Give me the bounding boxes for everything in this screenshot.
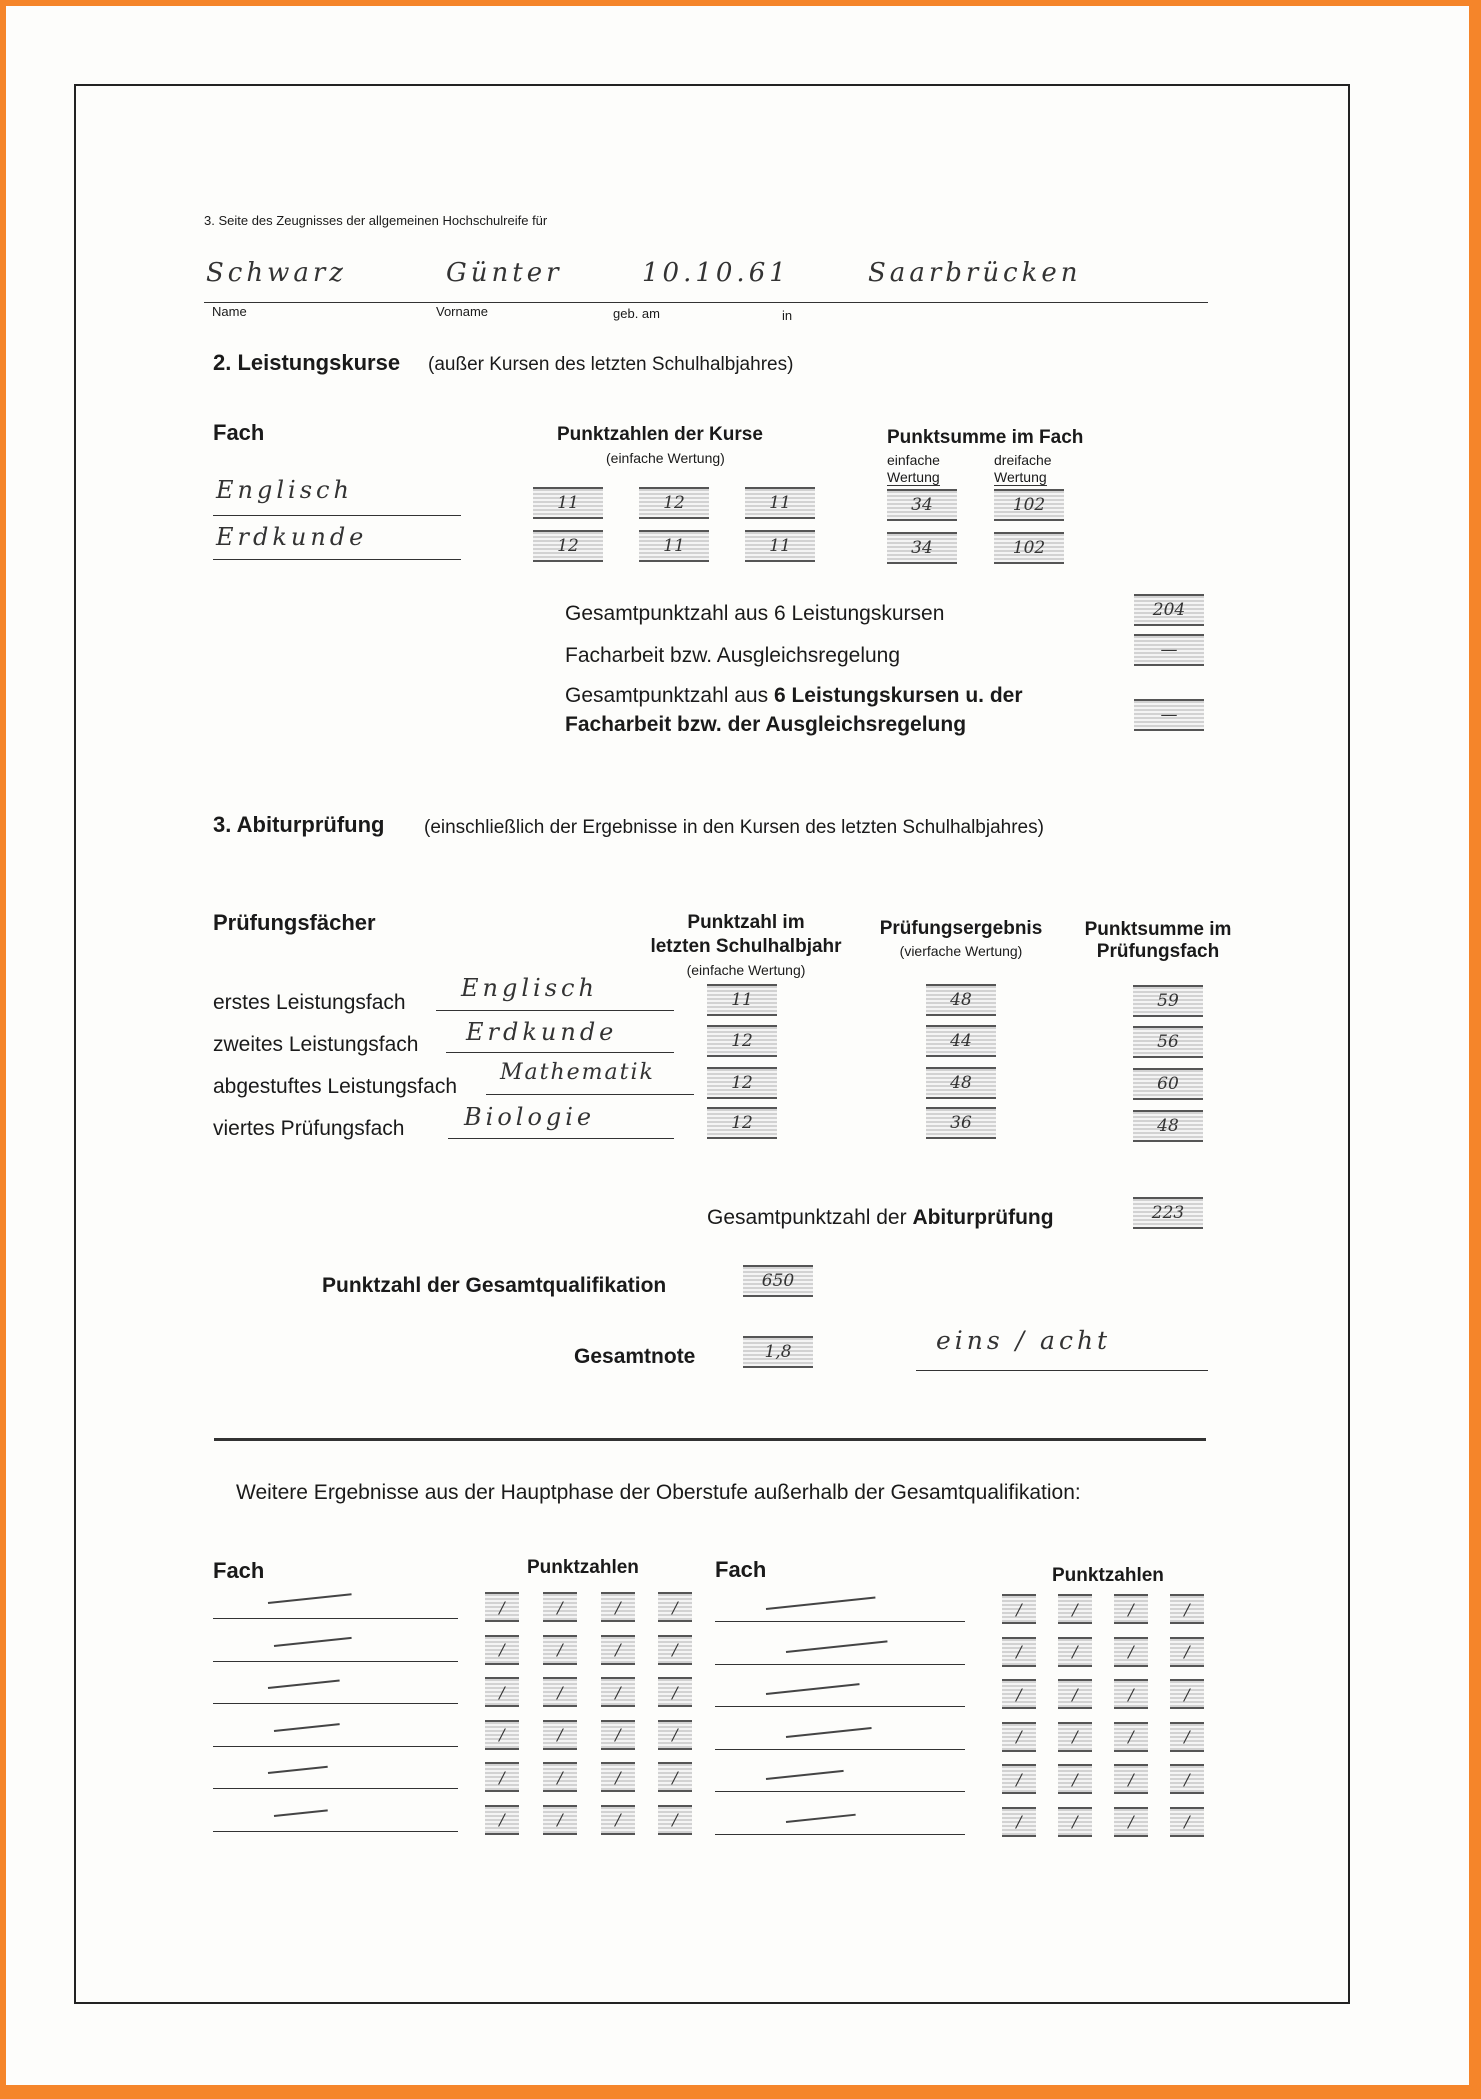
pf-line-3 — [486, 1094, 694, 1095]
weitere-punkt-left-cell: / — [601, 1762, 635, 1792]
col-dreifache-wertung: Wertung — [994, 469, 1047, 485]
col-punktzahl-sub: (einfache Wertung) — [686, 962, 806, 978]
weitere-col-punkt-right: Punktzahlen — [1052, 1565, 1164, 1586]
weitere-fach-right-line — [715, 1834, 965, 1835]
col-fach: Fach — [213, 420, 265, 445]
weitere-punkt-right-cell: / — [1002, 1637, 1036, 1667]
weitere-fach-left-line — [213, 1788, 458, 1789]
pf-ergebnis-2: 44 — [926, 1025, 996, 1057]
weitere-punkt-right-cell: / — [1170, 1594, 1204, 1624]
pf-line-4 — [448, 1138, 674, 1139]
lk-fach-2-line — [213, 559, 461, 560]
col-pruefungsergebnis: Prüfungsergebnis — [879, 918, 1043, 939]
weitere-col-fach-left: Fach — [213, 1558, 265, 1583]
weitere-punkt-right-cell: / — [1114, 1594, 1148, 1624]
label-geb: geb. am — [613, 306, 660, 321]
weitere-punkt-left-cell: / — [543, 1805, 577, 1835]
weitere-punkt-left-cell: / — [543, 1762, 577, 1792]
weitere-fach-left-line — [213, 1661, 458, 1662]
col-punktzahlen-sub: (einfache Wertung) — [606, 450, 725, 466]
lk-kurs-1-2: 12 — [639, 487, 709, 519]
section2-title: 2. Leistungskurse — [213, 350, 401, 375]
name-value: Schwarz — [206, 258, 348, 288]
weitere-punkt-right-cell: / — [1002, 1722, 1036, 1752]
weitere-col-punkt-left: Punktzahlen — [527, 1557, 639, 1578]
weitere-punkt-right-cell: / — [1114, 1679, 1148, 1709]
pf-summe-3: 60 — [1133, 1068, 1203, 1100]
weitere-punkt-left-cell: / — [658, 1635, 692, 1665]
weitere-punkt-left-cell: / — [485, 1635, 519, 1665]
weitere-fach-left-line — [213, 1831, 458, 1832]
lk-dreifach-1: 102 — [994, 489, 1064, 521]
lk-dreifach-2: 102 — [994, 532, 1064, 564]
weitere-punkt-left-cell: / — [601, 1720, 635, 1750]
pf-line-1 — [436, 1010, 674, 1011]
pf-punkt-1: 11 — [707, 984, 777, 1016]
weitere-punkt-left-cell: / — [658, 1805, 692, 1835]
intro-text: 3. Seite des Zeugnisses der allgemeinen Hochschulreife für — [204, 213, 548, 228]
col-punktsumme: Punktsumme im Fach — [887, 427, 1084, 448]
header-underline — [204, 302, 1208, 303]
pf-label-3: abgestuftes Leistungsfach — [213, 1075, 458, 1098]
weitere-punkt-right-cell: / — [1114, 1637, 1148, 1667]
col-pruefungsergebnis-sub: (vierfache Wertung) — [899, 943, 1023, 959]
pf-summe-4: 48 — [1133, 1110, 1203, 1142]
lk-fach-1: Englisch — [216, 476, 353, 504]
weitere-fach-right-line — [715, 1664, 965, 1665]
col-punktzahl-l2: letzten Schulhalbjahr — [650, 936, 842, 957]
pf-ergebnis-4: 36 — [926, 1107, 996, 1139]
vorname-value: Günter — [446, 258, 563, 288]
lk-total-label: Gesamtpunktzahl aus 6 Leistungskursen — [565, 602, 945, 625]
weitere-punkt-left-cell: / — [485, 1677, 519, 1707]
pf-ergebnis-1: 48 — [926, 984, 996, 1016]
weitere-punkt-left-cell: / — [658, 1677, 692, 1707]
lk-fach-1-line — [213, 515, 461, 516]
weitere-fach-right-line — [715, 1791, 965, 1792]
weitere-title: Weitere Ergebnisse aus der Hauptphase der Oberstufe außerhalb der Gesamtqualifikation: — [236, 1481, 1081, 1504]
weitere-fach-left-line — [213, 1618, 458, 1619]
weitere-punkt-left-cell: / — [485, 1762, 519, 1792]
pf-label-1: erstes Leistungsfach — [213, 991, 406, 1014]
weitere-punkt-right-cell: / — [1002, 1764, 1036, 1794]
col-punktsumme-l1: Punktsumme im — [1084, 919, 1232, 940]
gesamtnote-label: Gesamtnote — [574, 1345, 696, 1368]
weitere-punkt-right-cell: / — [1170, 1679, 1204, 1709]
weitere-punkt-left-cell: / — [658, 1592, 692, 1622]
col-pruefungsfaecher: Prüfungsfächer — [213, 910, 376, 935]
weitere-fach-left-line — [213, 1746, 458, 1747]
weitere-punkt-left-cell: / — [601, 1805, 635, 1835]
weitere-punkt-right-cell: / — [1058, 1594, 1092, 1624]
lk-einfach-2: 34 — [887, 532, 957, 564]
weitere-punkt-left-cell: / — [658, 1762, 692, 1792]
col-punktzahl-l1: Punktzahl im — [687, 912, 805, 933]
label-in: in — [782, 308, 793, 323]
weitere-fach-right-line — [715, 1621, 965, 1622]
weitere-punkt-right-cell: / — [1058, 1679, 1092, 1709]
gesamt-value: — — [1134, 699, 1204, 731]
lk-kurs-2-2: 11 — [639, 530, 709, 562]
gesamtnote-line — [916, 1370, 1208, 1371]
pf-fach-2: Erdkunde — [466, 1018, 618, 1046]
weitere-punkt-left-cell: / — [601, 1677, 635, 1707]
pf-line-2 — [446, 1052, 674, 1053]
weitere-punkt-right-cell: / — [1058, 1764, 1092, 1794]
birthdate-value: 10.10.61 — [642, 258, 790, 288]
weitere-punkt-right-cell: / — [1170, 1764, 1204, 1794]
weitere-punkt-right-cell: / — [1114, 1764, 1148, 1794]
certificate-page — [6, 6, 1469, 2085]
weitere-fach-left-line — [213, 1703, 458, 1704]
weitere-punkt-right-cell: / — [1114, 1722, 1148, 1752]
weitere-punkt-left-cell: / — [543, 1677, 577, 1707]
pf-punkt-4: 12 — [707, 1107, 777, 1139]
weitere-punkt-right-cell: / — [1114, 1807, 1148, 1837]
lk-kurs-2-1: 12 — [533, 530, 603, 562]
gesamt-label-line2: Facharbeit bzw. der Ausgleichsregelung — [565, 713, 967, 736]
pf-fach-3: Mathematik — [500, 1060, 655, 1085]
abitur-total-bold: Abiturprüfung — [912, 1206, 1054, 1229]
abitur-total-label — [707, 1206, 1054, 1230]
gesamtnote-value: 1,8 — [743, 1336, 813, 1368]
pf-label-4: viertes Prüfungsfach — [213, 1117, 405, 1140]
gesamtqualifikation-label: Punktzahl der Gesamtqualifikation — [322, 1274, 667, 1297]
lk-kurs-2-3: 11 — [745, 530, 815, 562]
weitere-punkt-right-cell: / — [1170, 1807, 1204, 1837]
lk-fach-2: Erdkunde — [216, 523, 368, 551]
weitere-punkt-right-cell: / — [1170, 1722, 1204, 1752]
section2-subtitle: (außer Kursen des letzten Schulhalbjahres) — [428, 354, 794, 375]
abitur-total-value: 223 — [1133, 1197, 1203, 1229]
section3-subtitle: (einschließlich der Ergebnisse in den Kursen des letzten Schulhalbjahres) — [424, 817, 1044, 838]
weitere-punkt-right-cell: / — [1002, 1807, 1036, 1837]
pf-summe-2: 56 — [1133, 1026, 1203, 1058]
weitere-punkt-left-cell: / — [543, 1720, 577, 1750]
pf-ergebnis-3: 48 — [926, 1067, 996, 1099]
pf-fach-4: Biologie — [464, 1103, 596, 1131]
pf-punkt-2: 12 — [707, 1025, 777, 1057]
weitere-punkt-right-cell: / — [1002, 1594, 1036, 1624]
weitere-fach-right-line — [715, 1706, 965, 1707]
weitere-punkt-right-cell: / — [1170, 1637, 1204, 1667]
lk-einfach-1: 34 — [887, 489, 957, 521]
weitere-punkt-left-cell: / — [543, 1635, 577, 1665]
col-einfache-wertung: Wertung — [887, 469, 940, 485]
gesamtqualifikation-value: 650 — [743, 1265, 813, 1297]
weitere-punkt-right-cell: / — [1058, 1807, 1092, 1837]
col-dreifache: dreifache — [994, 452, 1052, 468]
weitere-punkt-left-cell: / — [485, 1805, 519, 1835]
pf-punkt-3: 12 — [707, 1067, 777, 1099]
label-vorname: Vorname — [436, 304, 489, 319]
facharbeit-label: Facharbeit bzw. Ausgleichsregelung — [565, 644, 901, 667]
weitere-punkt-left-cell: / — [601, 1592, 635, 1622]
label-name: Name — [212, 304, 247, 319]
weitere-col-fach-right: Fach — [715, 1557, 767, 1582]
section3-title: 3. Abiturprüfung — [213, 812, 385, 837]
weitere-fach-right-line — [715, 1749, 965, 1750]
weitere-punkt-right-cell: / — [1002, 1679, 1036, 1709]
weitere-punkt-left-cell: / — [543, 1592, 577, 1622]
weitere-punkt-left-cell: / — [485, 1720, 519, 1750]
pf-fach-1: Englisch — [461, 974, 598, 1002]
pf-label-2: zweites Leistungsfach — [213, 1033, 419, 1056]
col-punktzahlen-kurse: Punktzahlen der Kurse — [557, 424, 763, 445]
weitere-punkt-left-cell: / — [601, 1635, 635, 1665]
pf-summe-1: 59 — [1133, 985, 1203, 1017]
col-punktsumme-l2: Prüfungsfach — [1096, 941, 1220, 962]
lk-kurs-1-3: 11 — [745, 487, 815, 519]
weitere-punkt-right-cell: / — [1058, 1722, 1092, 1752]
weitere-punkt-right-cell: / — [1058, 1637, 1092, 1667]
gesamt-label-bold: 6 Leistungskursen u. der — [773, 684, 1023, 707]
weitere-punkt-left-cell: / — [485, 1592, 519, 1622]
birthplace-value: Saarbrücken — [868, 258, 1082, 288]
lk-total-value: 204 — [1134, 594, 1204, 626]
abitur-total-pre: Gesamtpunktzahl der — [707, 1206, 913, 1229]
section-divider — [214, 1438, 1206, 1441]
gesamt-label-line1 — [565, 684, 1023, 708]
gesamtnote-words: eins / acht — [936, 1326, 1112, 1355]
facharbeit-value: — — [1134, 634, 1204, 666]
gesamt-label-pre: Gesamtpunktzahl aus — [565, 684, 774, 707]
weitere-punkt-left-cell: / — [658, 1720, 692, 1750]
lk-kurs-1-1: 11 — [533, 487, 603, 519]
col-einfache: einfache — [887, 452, 940, 468]
